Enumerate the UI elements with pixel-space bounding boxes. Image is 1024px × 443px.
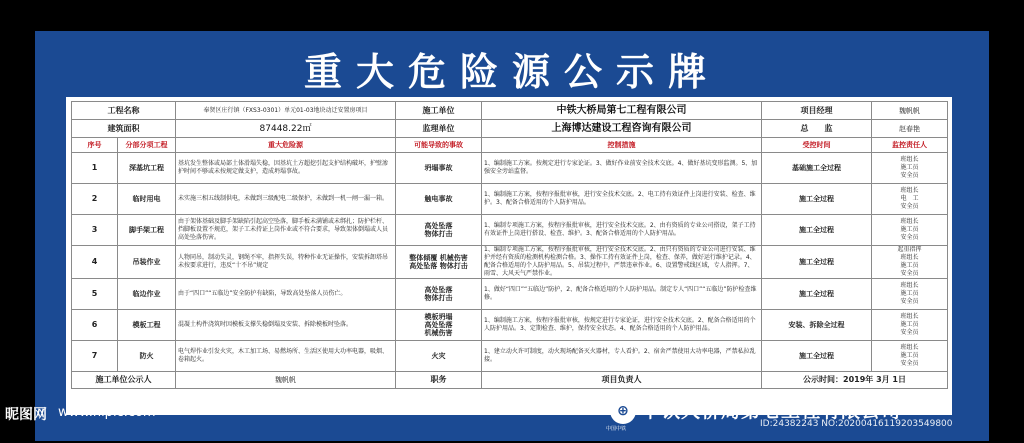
hazard-table xyxy=(71,101,948,389)
position-label: 职务 xyxy=(396,372,482,389)
table-header-row xyxy=(72,138,948,153)
table-row xyxy=(72,310,948,341)
work-part: 防火 xyxy=(118,341,176,372)
control-measures: 1、编制专项施工方案，按程序报批审核，进行安全技术交底。2、由有资质的专业公司搭设，架子工持有效证件上岗进行搭设、检查、维护。3、配备合格适用的个人防护用品。 xyxy=(482,215,762,246)
row-number: 5 xyxy=(72,279,118,310)
watermark-url: www.nipic.com xyxy=(58,405,156,420)
company-logo-icon: ⊕ xyxy=(610,398,636,424)
chief-value: 赵春艳 xyxy=(872,120,948,138)
project-lead-label: 项目负责人 xyxy=(482,372,762,389)
responsible-person: 班组长 施工员 安全员 xyxy=(872,341,948,372)
control-measures: 1、编制施工方案，按程序报批审核，按规定进行专家论证，进行安全技术交底。2、配备合格适用的个人防护用品。3、定期检查、维护，保持安全状态。4、配备合格适用的个人防护用品。 xyxy=(482,310,762,341)
responsible-person: 班组长 施工员 安全员 xyxy=(872,279,948,310)
control-measures: 1、编制施工方案，按程序报批审核，进行安全技术交底。2、电工持有效证件上岗进行安装、检查、维护。3、配备合格适用的个人防护用品。 xyxy=(482,184,762,215)
row-number: 7 xyxy=(72,341,118,372)
watermark-logo: 昵图网 xyxy=(5,407,47,423)
announcer-label: 施工单位公示人 xyxy=(72,372,176,389)
pm-label: 项目经理 xyxy=(762,102,872,120)
info-row-2 xyxy=(72,120,948,138)
pm-value: 魏帆帆 xyxy=(872,102,948,120)
work-part: 临边作业 xyxy=(118,279,176,310)
accident-type: 坍塌事故 xyxy=(396,153,482,184)
header-cell: 重大危险源 xyxy=(176,138,396,153)
announcer-value: 魏帆帆 xyxy=(176,372,396,389)
notice-board xyxy=(35,31,989,441)
header-cell: 监控责任人 xyxy=(872,138,948,153)
hazard-text: 人物同吊，制动失灵，钢绳不牢，指挥失误，特种作业无证操作，安装拆卸塔吊未按要求进行，违反“十不吊”规定 xyxy=(176,246,396,279)
supervision-unit: 上海博达建设工程咨询有限公司 xyxy=(482,120,762,138)
table-row xyxy=(72,341,948,372)
area-value: 87448.22㎡ xyxy=(176,120,396,138)
hazard-text: 电气焊作业引发火灾，木工加工场、易燃场所、生活区使用大功率电器，吸烟、卷箱起火。 xyxy=(176,341,396,372)
announce-date: 公示时间：2019年 3月 1日 xyxy=(762,372,948,389)
project-name-label: 工程名称 xyxy=(72,102,176,120)
header-cell: 受控时间 xyxy=(762,138,872,153)
control-time: 施工全过程 xyxy=(762,341,872,372)
control-time: 施工全过程 xyxy=(762,279,872,310)
responsible-person: 班组长 电 工 安全员 xyxy=(872,184,948,215)
control-measures: 1、建立动火许可制度，动火现场配备灭火器材，专人看护。2、宿舍严禁使用大功率电器，严禁私拉乱接。 xyxy=(482,341,762,372)
header-cell: 序号 xyxy=(72,138,118,153)
accident-type: 火灾 xyxy=(396,341,482,372)
hazard-text: 由于架体基础及脚手架缺陷引起高空坠落，脚手板未满铺或未绑扎；防护栏杆、挡脚板设置不规范，架子工未持证上岗作业或不符合要求，导致架体倒塌或人员高处坠落伤害。 xyxy=(176,215,396,246)
control-time: 安装、拆除全过程 xyxy=(762,310,872,341)
header-cell: 分部分项工程 xyxy=(118,138,176,153)
construction-unit: 中铁大桥局第七工程有限公司 xyxy=(482,102,762,120)
header-cell: 可能导致的事故 xyxy=(396,138,482,153)
area-label: 建筑面积 xyxy=(72,120,176,138)
row-number: 3 xyxy=(72,215,118,246)
accident-type: 整体倾覆 机械伤害 高处坠落 物体打击 xyxy=(396,246,482,279)
control-time: 基础施工全过程 xyxy=(762,153,872,184)
info-row-1 xyxy=(72,102,948,120)
supervision-unit-label: 监理单位 xyxy=(396,120,482,138)
responsible-person: 班组长 施工员 安全员 xyxy=(872,310,948,341)
responsible-person: 班组长 施工员 安全员 xyxy=(872,215,948,246)
control-time: 施工全过程 xyxy=(762,215,872,246)
table-row xyxy=(72,153,948,184)
control-measures: 1、编制施工方案。按规定进行专家论证。3、做好作业前安全技术交底。4、做好基坑变形监测。5、加强安全旁站监督。 xyxy=(482,153,762,184)
work-part: 脚手架工程 xyxy=(118,215,176,246)
accident-type: 模板坍塌 高处坠落 机械伤害 xyxy=(396,310,482,341)
accident-type: 高处坠落 物体打击 xyxy=(396,215,482,246)
responsible-person: 起重指挥 班组长 施工员 安全员 xyxy=(872,246,948,279)
row-number: 2 xyxy=(72,184,118,215)
accident-type: 高处坠落 物体打击 xyxy=(396,279,482,310)
row-number: 4 xyxy=(72,246,118,279)
construction-unit-label: 施工单位 xyxy=(396,102,482,120)
work-part: 深基坑工程 xyxy=(118,153,176,184)
table-row xyxy=(72,215,948,246)
header-cell: 控制措施 xyxy=(482,138,762,153)
hazard-text: 由于“四口”“五临边”安全防护有缺陷，导致高处坠落人员伤亡。 xyxy=(176,279,396,310)
control-time: 施工全过程 xyxy=(762,246,872,279)
work-part: 吊装作业 xyxy=(118,246,176,279)
table-row xyxy=(72,184,948,215)
image-id: ID:24382243 NO:20200416119203549800 xyxy=(760,419,953,429)
company-name: 中铁大桥局第七工程有限公司 xyxy=(641,400,902,422)
accident-type: 触电事故 xyxy=(396,184,482,215)
row-number: 1 xyxy=(72,153,118,184)
bottom-bar xyxy=(5,384,989,441)
hazard-text: 基坑发生整体或局部土体滑塌失稳，因基坑土方超挖引起支护结构破坏，护壁渗护时间不够或未按规定做支护，造成坍塌事故。 xyxy=(176,153,396,184)
chief-label: 总 监 xyxy=(762,120,872,138)
control-time: 施工全过程 xyxy=(762,184,872,215)
table-panel xyxy=(66,97,952,415)
company-logo-text: 中国中铁 xyxy=(606,426,627,432)
work-part: 临时用电 xyxy=(118,184,176,215)
responsible-person: 班组长 施工员 安全员 xyxy=(872,153,948,184)
page-title: 重大危险源公示牌 xyxy=(303,50,720,94)
hazard-text: 未实施三相五线制供电，未做到三级配电二级保护，未做到一机一闸一漏一箱。 xyxy=(176,184,396,215)
work-part: 模板工程 xyxy=(118,310,176,341)
table-row xyxy=(72,246,948,279)
project-name: 奉贤区庄行镇（FXS3-0301）单元01-03地块动迁安置房项目 xyxy=(176,102,396,120)
row-number: 6 xyxy=(72,310,118,341)
control-measures: 1、编制专项施工方案，按程序报批审核，进行安全技术交底。2、由只有资质的专业公司进行安装、维护并经有资质的检测机构检测合格。3、操作工持有效证件上岗，检查、保养，做好运行维护记录。4、配备合格适用的个人防护用品。5、吊装过程中，严禁违章作业。6、设置警戒线区域，专人指挥。7、雨雪、大风天气严禁作业。 xyxy=(482,246,762,279)
table-row xyxy=(72,279,948,310)
hazard-text: 混凝土构件浇筑时因模板支撑失稳倒塌及安装、拆除模板时坠落。 xyxy=(176,310,396,341)
control-measures: 1、做好“四口”“五临边”防护，2、配备合格适用的个人防护用品。制定专人“四口”“五临边”防护检查维修。 xyxy=(482,279,762,310)
